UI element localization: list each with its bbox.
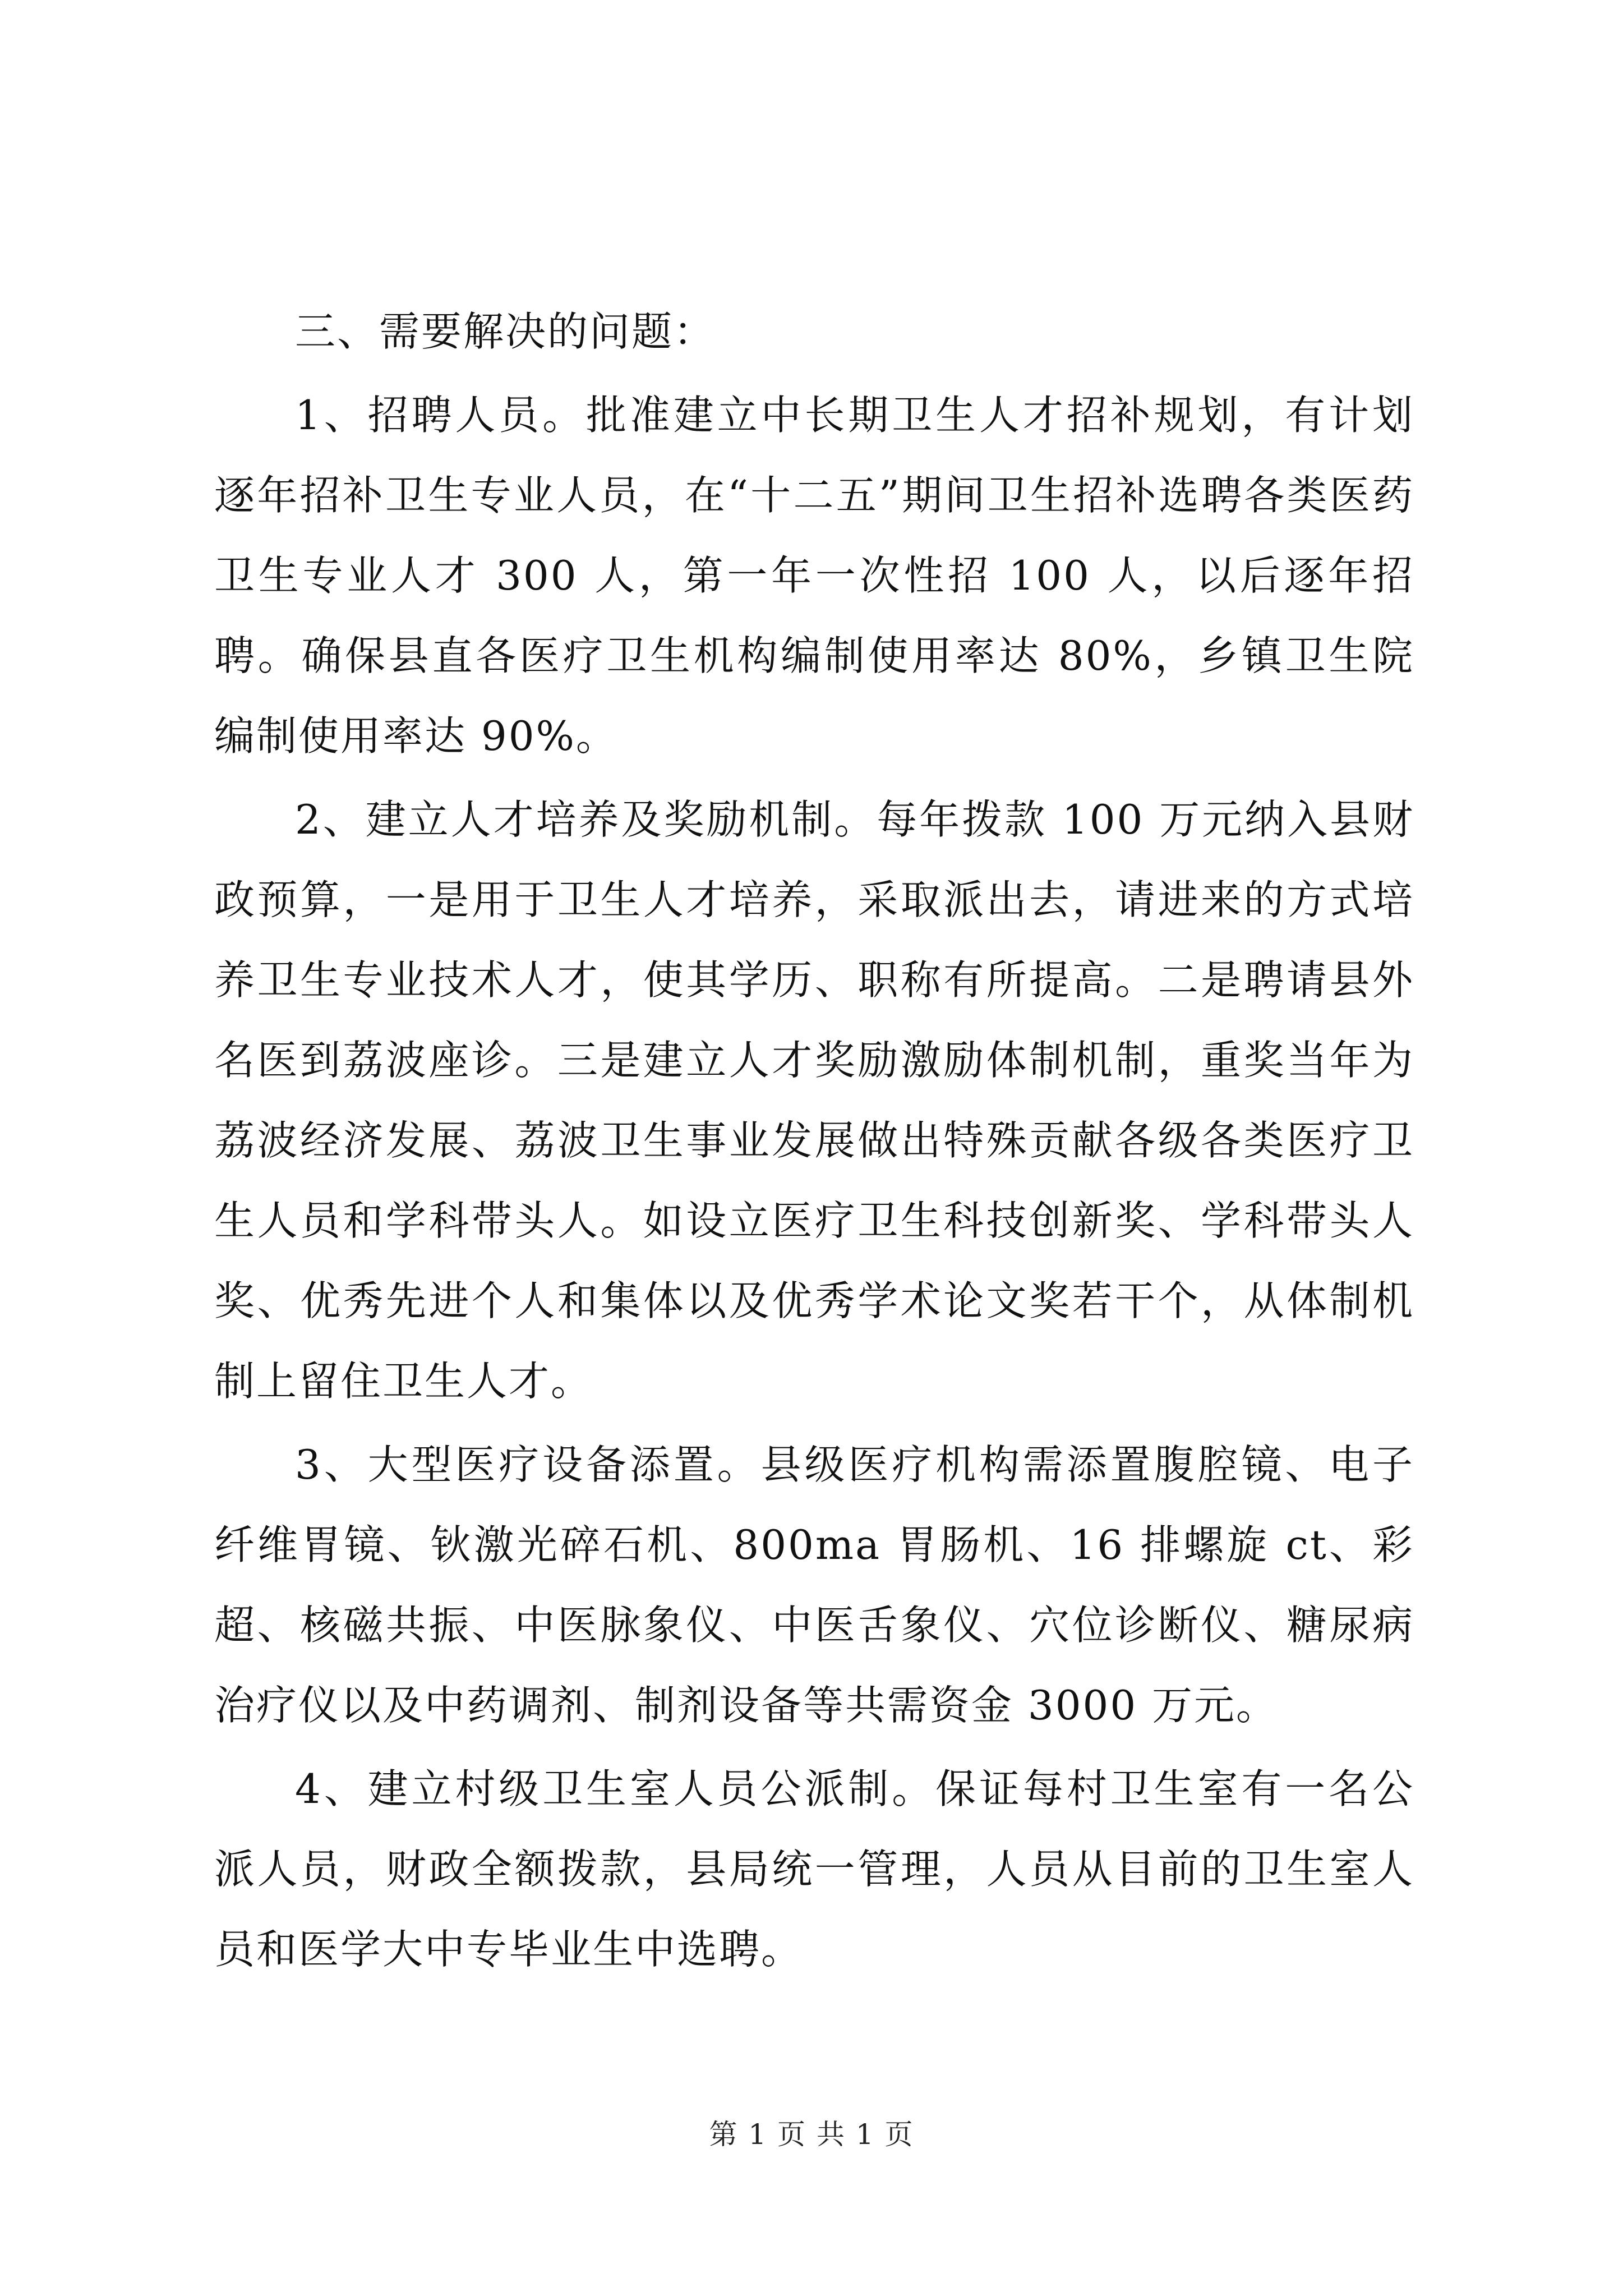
page-footer: 第 1 页 共 1 页 [709,2118,914,2151]
paragraph-talent-training: 2、建立人才培养及奖励机制。每年拨款 100 万元纳入县财政预算，一是用于卫生人才培养，采取派出去，请进来的方式培养卫生专业技术人才，使其学历、职称有所提高。二是聘请县外名医到荔波座诊。三是建立人才奖励激励体制机制，重奖当年为荔波经济发展、荔波卫生事业发展做出特殊贡献各级各类医疗卫生人员和学科带头人。如设立医疗卫生科技创新奖、学科带头人奖、优秀先进个人和集体以及优秀学术论文奖若干个，从体制机制上留住卫生人才。 [214,796,1414,1405]
paragraph-village-clinic-staff: 4、建立村级卫生室人员公派制。保证每村卫生室有一名公派人员，财政全额拨款，县局统一管理，人员从目前的卫生室人员和医学大中专毕业生中选聘。 [214,1765,1414,1973]
paragraph-recruitment: 1、招聘人员。批准建立中长期卫生人才招补规划，有计划逐年招补卫生专业人员，在“十二五”期间卫生招补选聘各类医药卫生专业人才 300 人，第一年一次性招 100 人，以后逐年招聘。确保县直各医疗卫生机构编制使用率达 80%，乡镇卫生院编制使用率达 90%。 [214,392,1414,760]
section-heading: 三、需要解决的问题： [295,308,716,355]
paragraph-medical-equipment: 3、大型医疗设备添置。县级医疗机构需添置腹腔镜、电子纤维胃镜、钬激光碎石机、800ma 胃肠机、16 排螺旋 ct、彩超、核磁共振、中医脉象仪、中医舌象仪、穴位诊断仪、糖尿病治疗仪以及中药调剂、制剂设备等共需资金 3000 万元。 [214,1441,1414,1729]
document-body [214,292,1414,1990]
